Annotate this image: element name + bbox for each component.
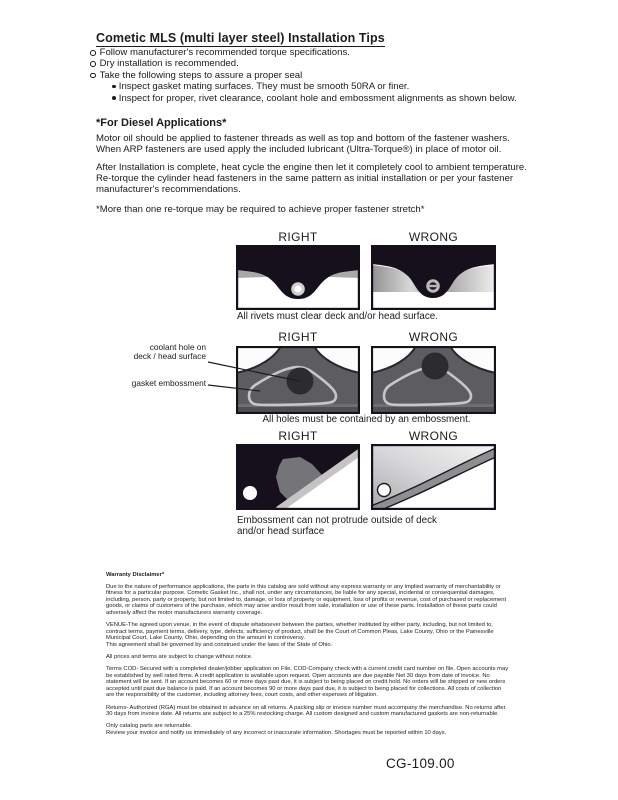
dot-bullet-marker bbox=[112, 85, 116, 89]
bullet-text: Take the following steps to assure a proper seal bbox=[99, 69, 303, 81]
sub-bullet-item bbox=[112, 81, 560, 92]
wrong-label: WRONG bbox=[408, 330, 459, 344]
diesel-heading: *For Diesel Applications* bbox=[96, 117, 227, 129]
embossment-leader-line bbox=[208, 385, 260, 391]
circle-bullet-marker bbox=[90, 61, 96, 67]
retorque-note: *More than one re-torque may be required to achieve proper fastener stretch* bbox=[96, 204, 425, 215]
disclaimer-paragraph-returns: Returns- Authorized (RGA) must be obtained in advance on all returns. A packing slip or invoice number must accompany the merchandise. No returns after 30 days from invoice date. All returns are subject to a 25% restocking charge. All custom designed and custom manufactured gaskets are non-returnable. bbox=[106, 704, 506, 718]
disclaimer-paragraph-review: Review your invoice and notify us immediately of any incorrect or inaccurate information. Shortages must be reported within 10 days. bbox=[106, 729, 447, 736]
gasket-embossment-label: gasket embossment bbox=[131, 378, 206, 388]
bullet-text: Inspect gasket mating surfaces. They must be smooth 50RA or finer. bbox=[118, 81, 410, 93]
wrong-label: WRONG bbox=[408, 230, 459, 244]
row3-caption: Embossment can not protrude outside of deck and/or head surface bbox=[237, 515, 437, 537]
deck-line-through-rivet bbox=[429, 285, 437, 287]
disclaimer-paragraph-returnable: Only catalog parts are returnable. bbox=[106, 723, 193, 730]
leader-lines bbox=[96, 338, 306, 402]
rivet-clearance-right-diagram bbox=[236, 245, 360, 310]
sub-bullet-item bbox=[112, 93, 560, 104]
coolant-hole-leader-line bbox=[208, 362, 299, 381]
bullet-item bbox=[90, 47, 560, 58]
row2-caption: All holes must be contained by an embossment. bbox=[262, 414, 471, 425]
circle-bullet-marker bbox=[90, 73, 96, 79]
coolant-hole bbox=[422, 353, 449, 380]
dot-bullet-marker bbox=[112, 96, 116, 100]
right-label: RIGHT bbox=[278, 330, 318, 344]
disclaimer-paragraph-venue: VENUE-The agreed upon venue, in the event of dispute whatsoever between the parties, whether instituted by either party, including, but not limited to, contract terms, payment terms, delivery, type, defects, sufficiency of product, shall be the Court of Common Pleas, Lake County, Ohio or the Painesville Municipal Court, Lake County, Ohio, depending on the amount in controversy. bbox=[106, 622, 494, 642]
embossment-containment-wrong-diagram bbox=[371, 346, 496, 414]
rivet-center bbox=[294, 285, 301, 292]
right-label: RIGHT bbox=[278, 429, 318, 443]
circle-bullet-marker bbox=[90, 50, 96, 56]
rivet-clearance-wrong-diagram-svg bbox=[371, 245, 496, 310]
wrong-label: WRONG bbox=[408, 429, 459, 443]
embossment-protrusion-wrong-diagram-svg bbox=[371, 444, 496, 510]
tips-bullet-list bbox=[90, 47, 560, 104]
diesel-paragraph-2: After Installation is complete, heat cycle the engine then let it completely cool to ambient temperature. Re-torque the cylinder head fasteners in the same pattern as initial installation or per your fastener manufacturer's recommendations. bbox=[96, 162, 527, 195]
bolt-hole bbox=[243, 486, 257, 500]
coolant-hole-label: coolant hole on deck / head surface bbox=[133, 342, 206, 361]
warranty-disclaimer bbox=[106, 572, 510, 742]
right-label: RIGHT bbox=[278, 230, 318, 244]
installation-tips-title: Cometic MLS (multi layer steel) Installation Tips bbox=[96, 31, 385, 45]
warranty-disclaimer-heading: Warranty Disclaimer* bbox=[106, 572, 165, 578]
bullet-text: Follow manufacturer's recommended torque specifications. bbox=[99, 47, 350, 58]
bullet-text: Dry installation is recommended. bbox=[99, 58, 239, 70]
bullet-text: Inspect for proper, rivet clearance, coolant hole and embossment alignments as shown below. bbox=[118, 92, 517, 104]
disclaimer-paragraph-prices: All prices and terms are subject to change without notice. bbox=[106, 653, 253, 660]
row1-caption: All rivets must clear deck and/or head surface. bbox=[237, 311, 438, 322]
rivet-clearance-right-diagram-svg bbox=[236, 245, 360, 310]
embossment-protrusion-right-diagram bbox=[236, 444, 360, 510]
diesel-paragraph-1: Motor oil should be applied to fastener threads as well as top and bottom of the fastener washers. When ARP fasteners are used apply the included lubricant (Ultra-Torque®) in place of motor oil. bbox=[96, 133, 510, 155]
bullet-item bbox=[90, 70, 560, 81]
disclaimer-paragraph-warranty: Due to the nature of performance applications, the parts in this catalog are sold without any express warranty or any implied warranty of merchantability or fitness for a particular purpose. Cometic Gasket Inc., shall not, under any circumstances, be liable for any special, incidental or consequential damages, including, person, party or property, but not limited to, damage, or loss of property or equipment, loss of profits or revenue, cost of purchased or replacement goods, or claims of customers of the purchase, which may arise and/or result from sale, installation or use of these parts. Installation of these parts could adversely affect the motor manufacturers warranty coverage. bbox=[106, 583, 507, 616]
bullet-item bbox=[90, 58, 560, 69]
bolt-hole bbox=[378, 484, 391, 497]
embossment-protrusion-wrong-diagram bbox=[371, 444, 496, 510]
embossment-containment-wrong-diagram-svg bbox=[371, 346, 496, 414]
embossment-protrusion-right-diagram-svg bbox=[236, 444, 360, 510]
disclaimer-paragraph-terms: Terms COD- Secured with a completed dealer/jobber application on File, COD-Company check with a current credit card number on file. Open accounts may be established by well rated firms. A credit application is available upon request. Open accounts are due payable Net 30 days from date of invoice. No statement will be sent. If an account becomes 60 or more days past due, it is subject to being placed on credit hold. No orders will be shipped or new orders accepted until past due balance is paid. If an account becomes 90 or more days past due, it is subject to being placed for collections. All costs of collection are the responsibility of the customer, including attorney fees, court costs, and other expenses of litigation. bbox=[106, 666, 509, 699]
doc-number: CG-109.00 bbox=[386, 756, 455, 771]
disclaimer-paragraph-law: This agreement shall be governed by and construed under the laws of the State of Ohio. bbox=[106, 641, 333, 648]
rivet-clearance-wrong-diagram bbox=[371, 245, 496, 310]
